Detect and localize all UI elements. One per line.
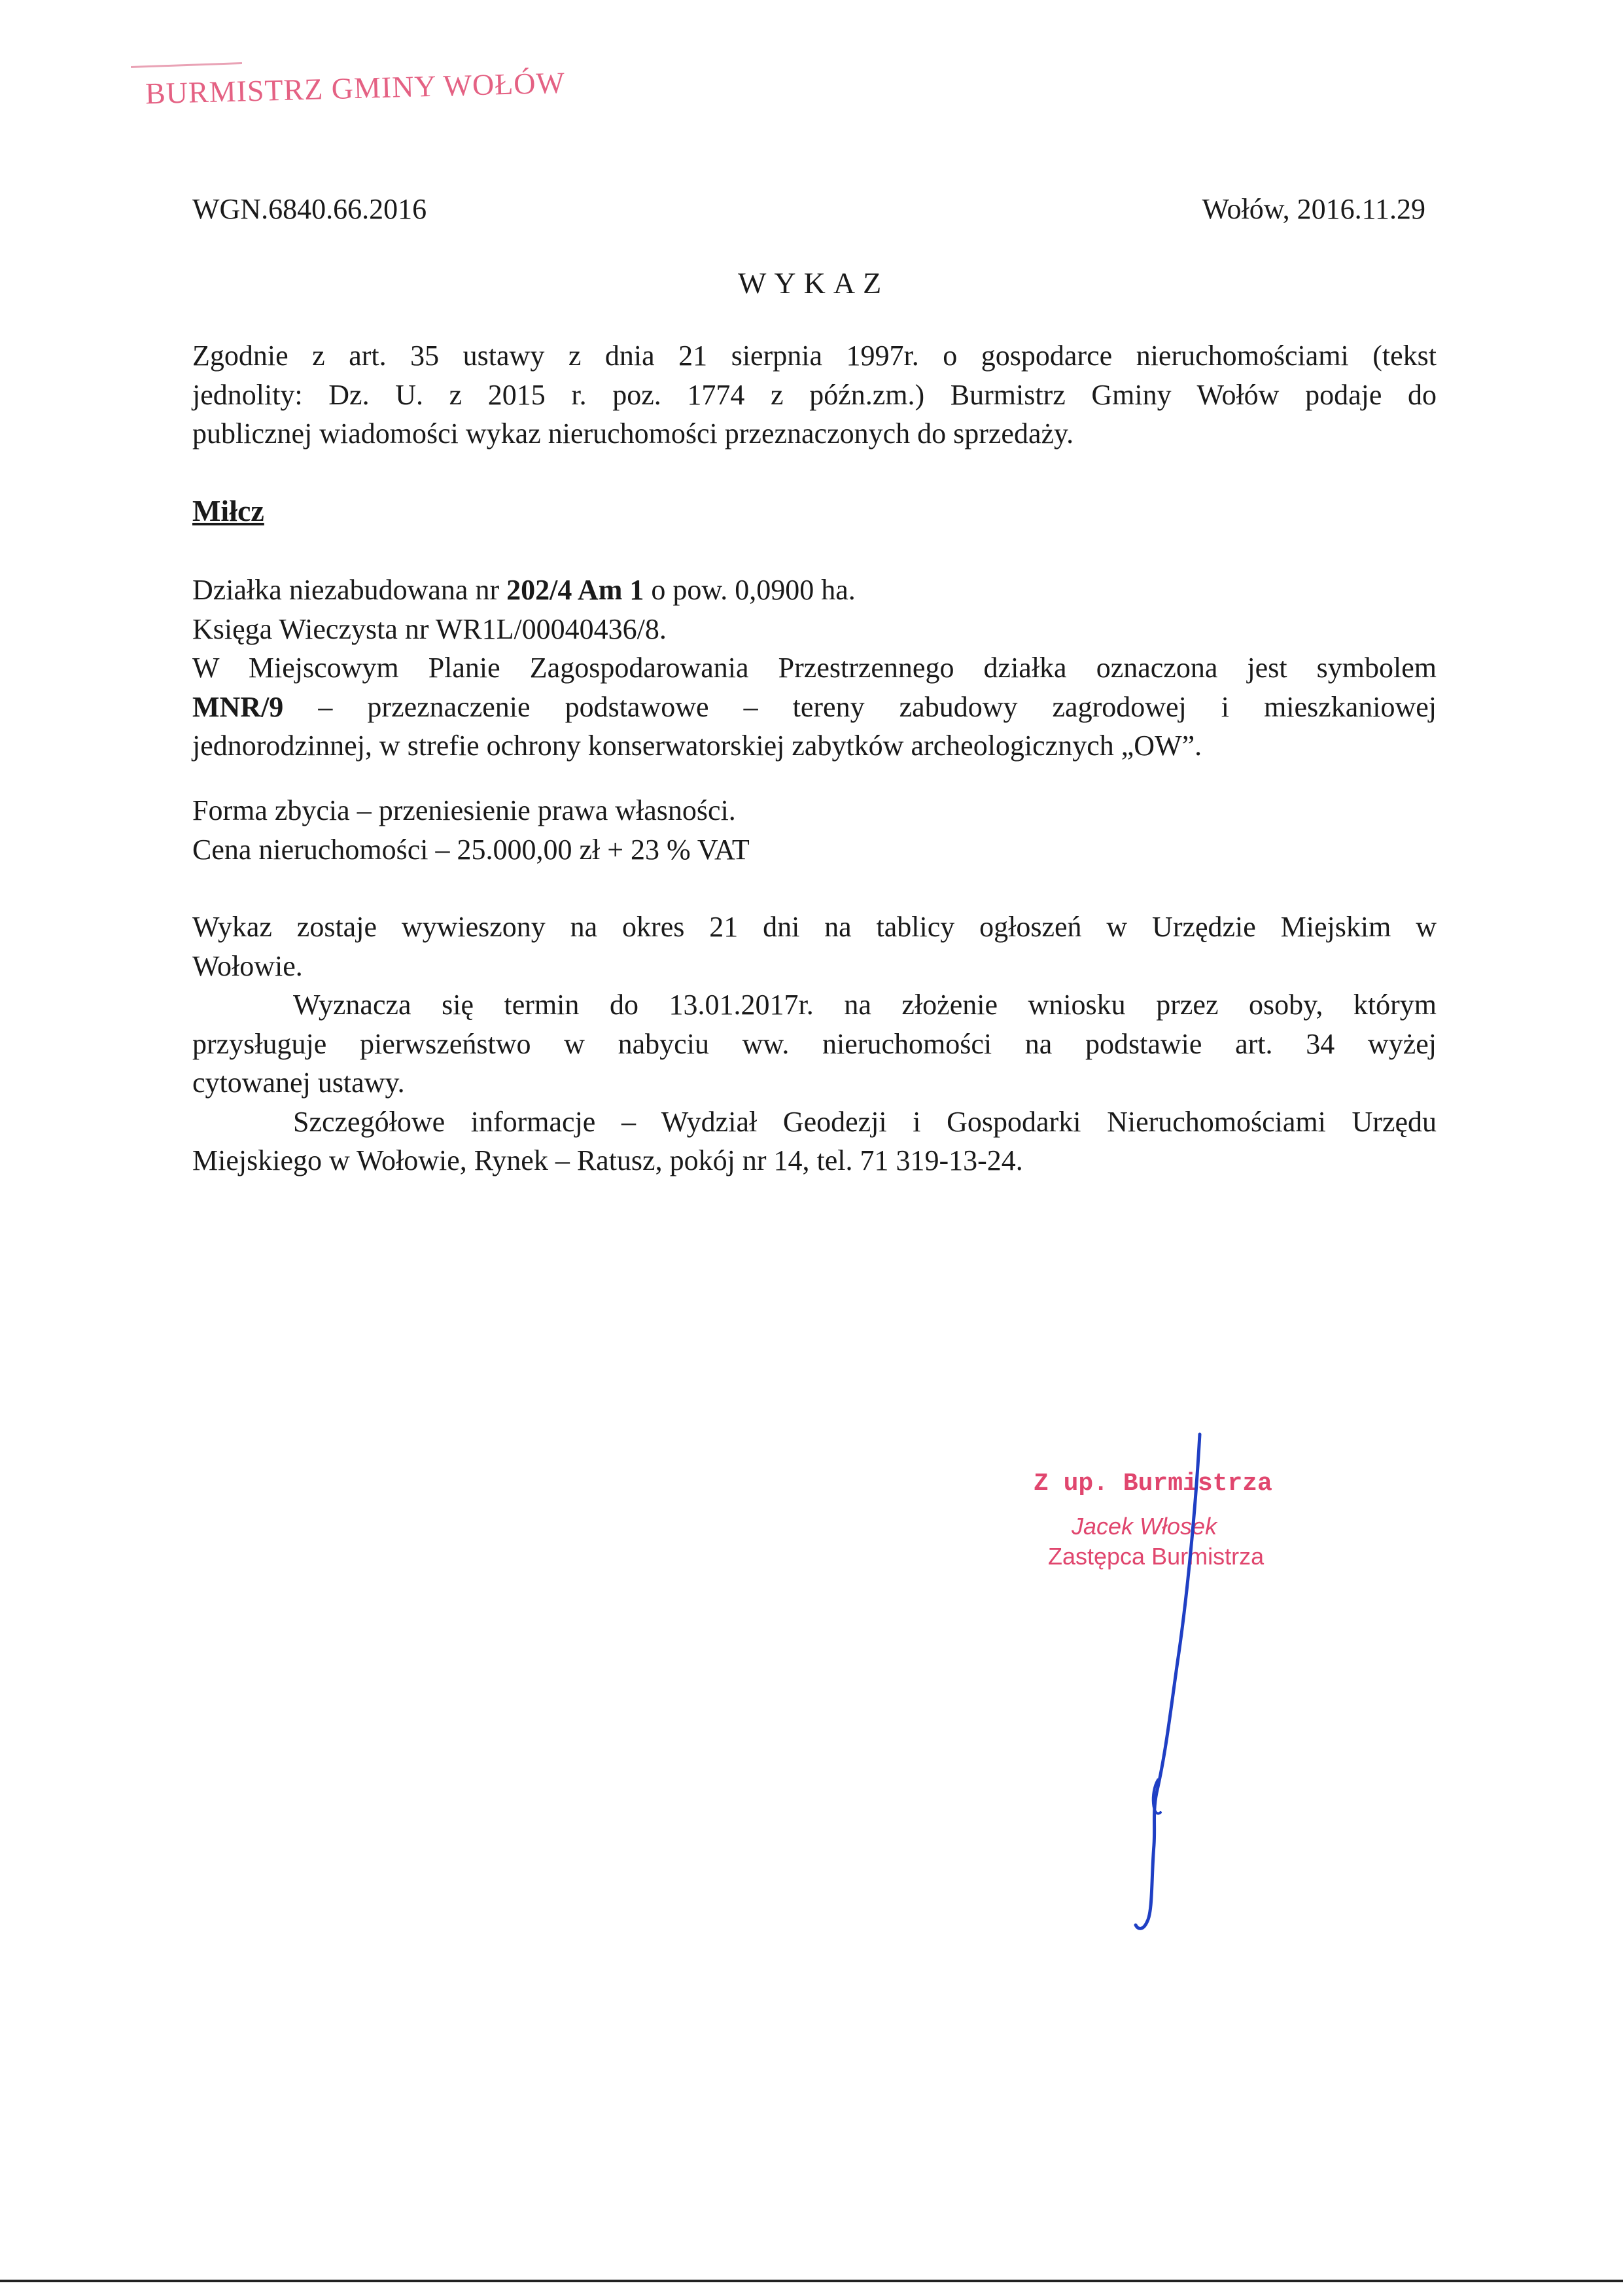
plot-number: 202/4 Am 1 <box>506 574 644 606</box>
plot-text: Działka niezabudowana nr <box>192 574 507 606</box>
stamp-underline <box>131 62 242 68</box>
deadline-line: cytowanej ustawy. <box>192 1067 405 1099</box>
sale-form: Forma zbycia – przeniesienie prawa własności. <box>192 794 736 826</box>
plot-area: o pow. 0,0900 ha. <box>644 574 856 606</box>
plot-description <box>192 571 1437 766</box>
plan-line: jednorodzinnej, w strefie ochrony konserwatorskiej zabytków archeologicznych „OW”. <box>192 730 1202 762</box>
notice-line: Wołowie. <box>192 949 303 982</box>
deadline-line: przysługuje pierwszeństwo w nabyciu ww. nieruchomości na podstawie art. 34 wyżej <box>192 1027 1437 1060</box>
notice-line: Wykaz zostaje wywieszony na okres 21 dni na tablicy ogłoszeń w Urzędzie Miejskim w <box>192 911 1437 943</box>
plot-line <box>192 571 1437 610</box>
intro-line: Zgodnie z art. 35 ustawy z dnia 21 sierpnia 1997r. o gospodarce nieruchomościami (tekst <box>192 340 1437 372</box>
document-title: WYKAZ <box>738 266 890 300</box>
land-register: Księga Wieczysta nr WR1L/00040436/8. <box>192 612 667 645</box>
handwritten-signature <box>1079 1426 1249 1937</box>
location-heading: Miłcz <box>192 494 264 527</box>
signature-stamp-authority: Z up. Burmistrza <box>1034 1470 1272 1498</box>
plan-symbol: MNR/9 <box>192 690 284 723</box>
signature-stroke <box>1136 1434 1200 1928</box>
signature-stamp-name: Jacek Włosek <box>1072 1513 1217 1540</box>
plan-line: W Miejscowym Planie Zagospodarowania Przestrzennego działka oznaczona jest symbolem <box>192 652 1437 684</box>
plan-purpose: – przeznaczenie podstawowe – tereny zabudowy zagrodowej i mieszkaniowej <box>283 690 1437 723</box>
sale-price: Cena nieruchomości – 25.000,00 zł + 23 % VAT <box>192 833 750 866</box>
place-date: Wołów, 2016.11.29 <box>1202 193 1425 225</box>
info-line: Szczegółowe informacje – Wydział Geodezji i Gospodarki Nieruchomościami Urzędu <box>293 1105 1437 1138</box>
info-line: Miejskiego w Wołowie, Rynek – Ratusz, pokój nr 14, tel. 71 319-13-24. <box>192 1144 1023 1176</box>
scan-edge <box>0 2280 1623 2282</box>
sale-terms <box>192 791 1437 869</box>
plan-line <box>192 688 1437 727</box>
intro-paragraph <box>192 336 1437 453</box>
office-stamp: BURMISTRZ GMINY WOŁÓW <box>145 65 566 111</box>
notice-paragraphs <box>192 908 1437 1180</box>
reference-number: WGN.6840.66.2016 <box>192 193 427 225</box>
deadline-line: Wyznacza się termin do 13.01.2017r. na złożenie wniosku przez osoby, którym <box>293 989 1437 1021</box>
intro-line: jednolity: Dz. U. z 2015 r. poz. 1774 z późn.zm.) Burmistrz Gminy Wołów podaje do <box>192 378 1437 411</box>
intro-line: publicznej wiadomości wykaz nieruchomości przeznaczonych do sprzedaży. <box>192 417 1074 450</box>
signature-stamp-title: Zastępca Burmistrza <box>1048 1543 1265 1570</box>
